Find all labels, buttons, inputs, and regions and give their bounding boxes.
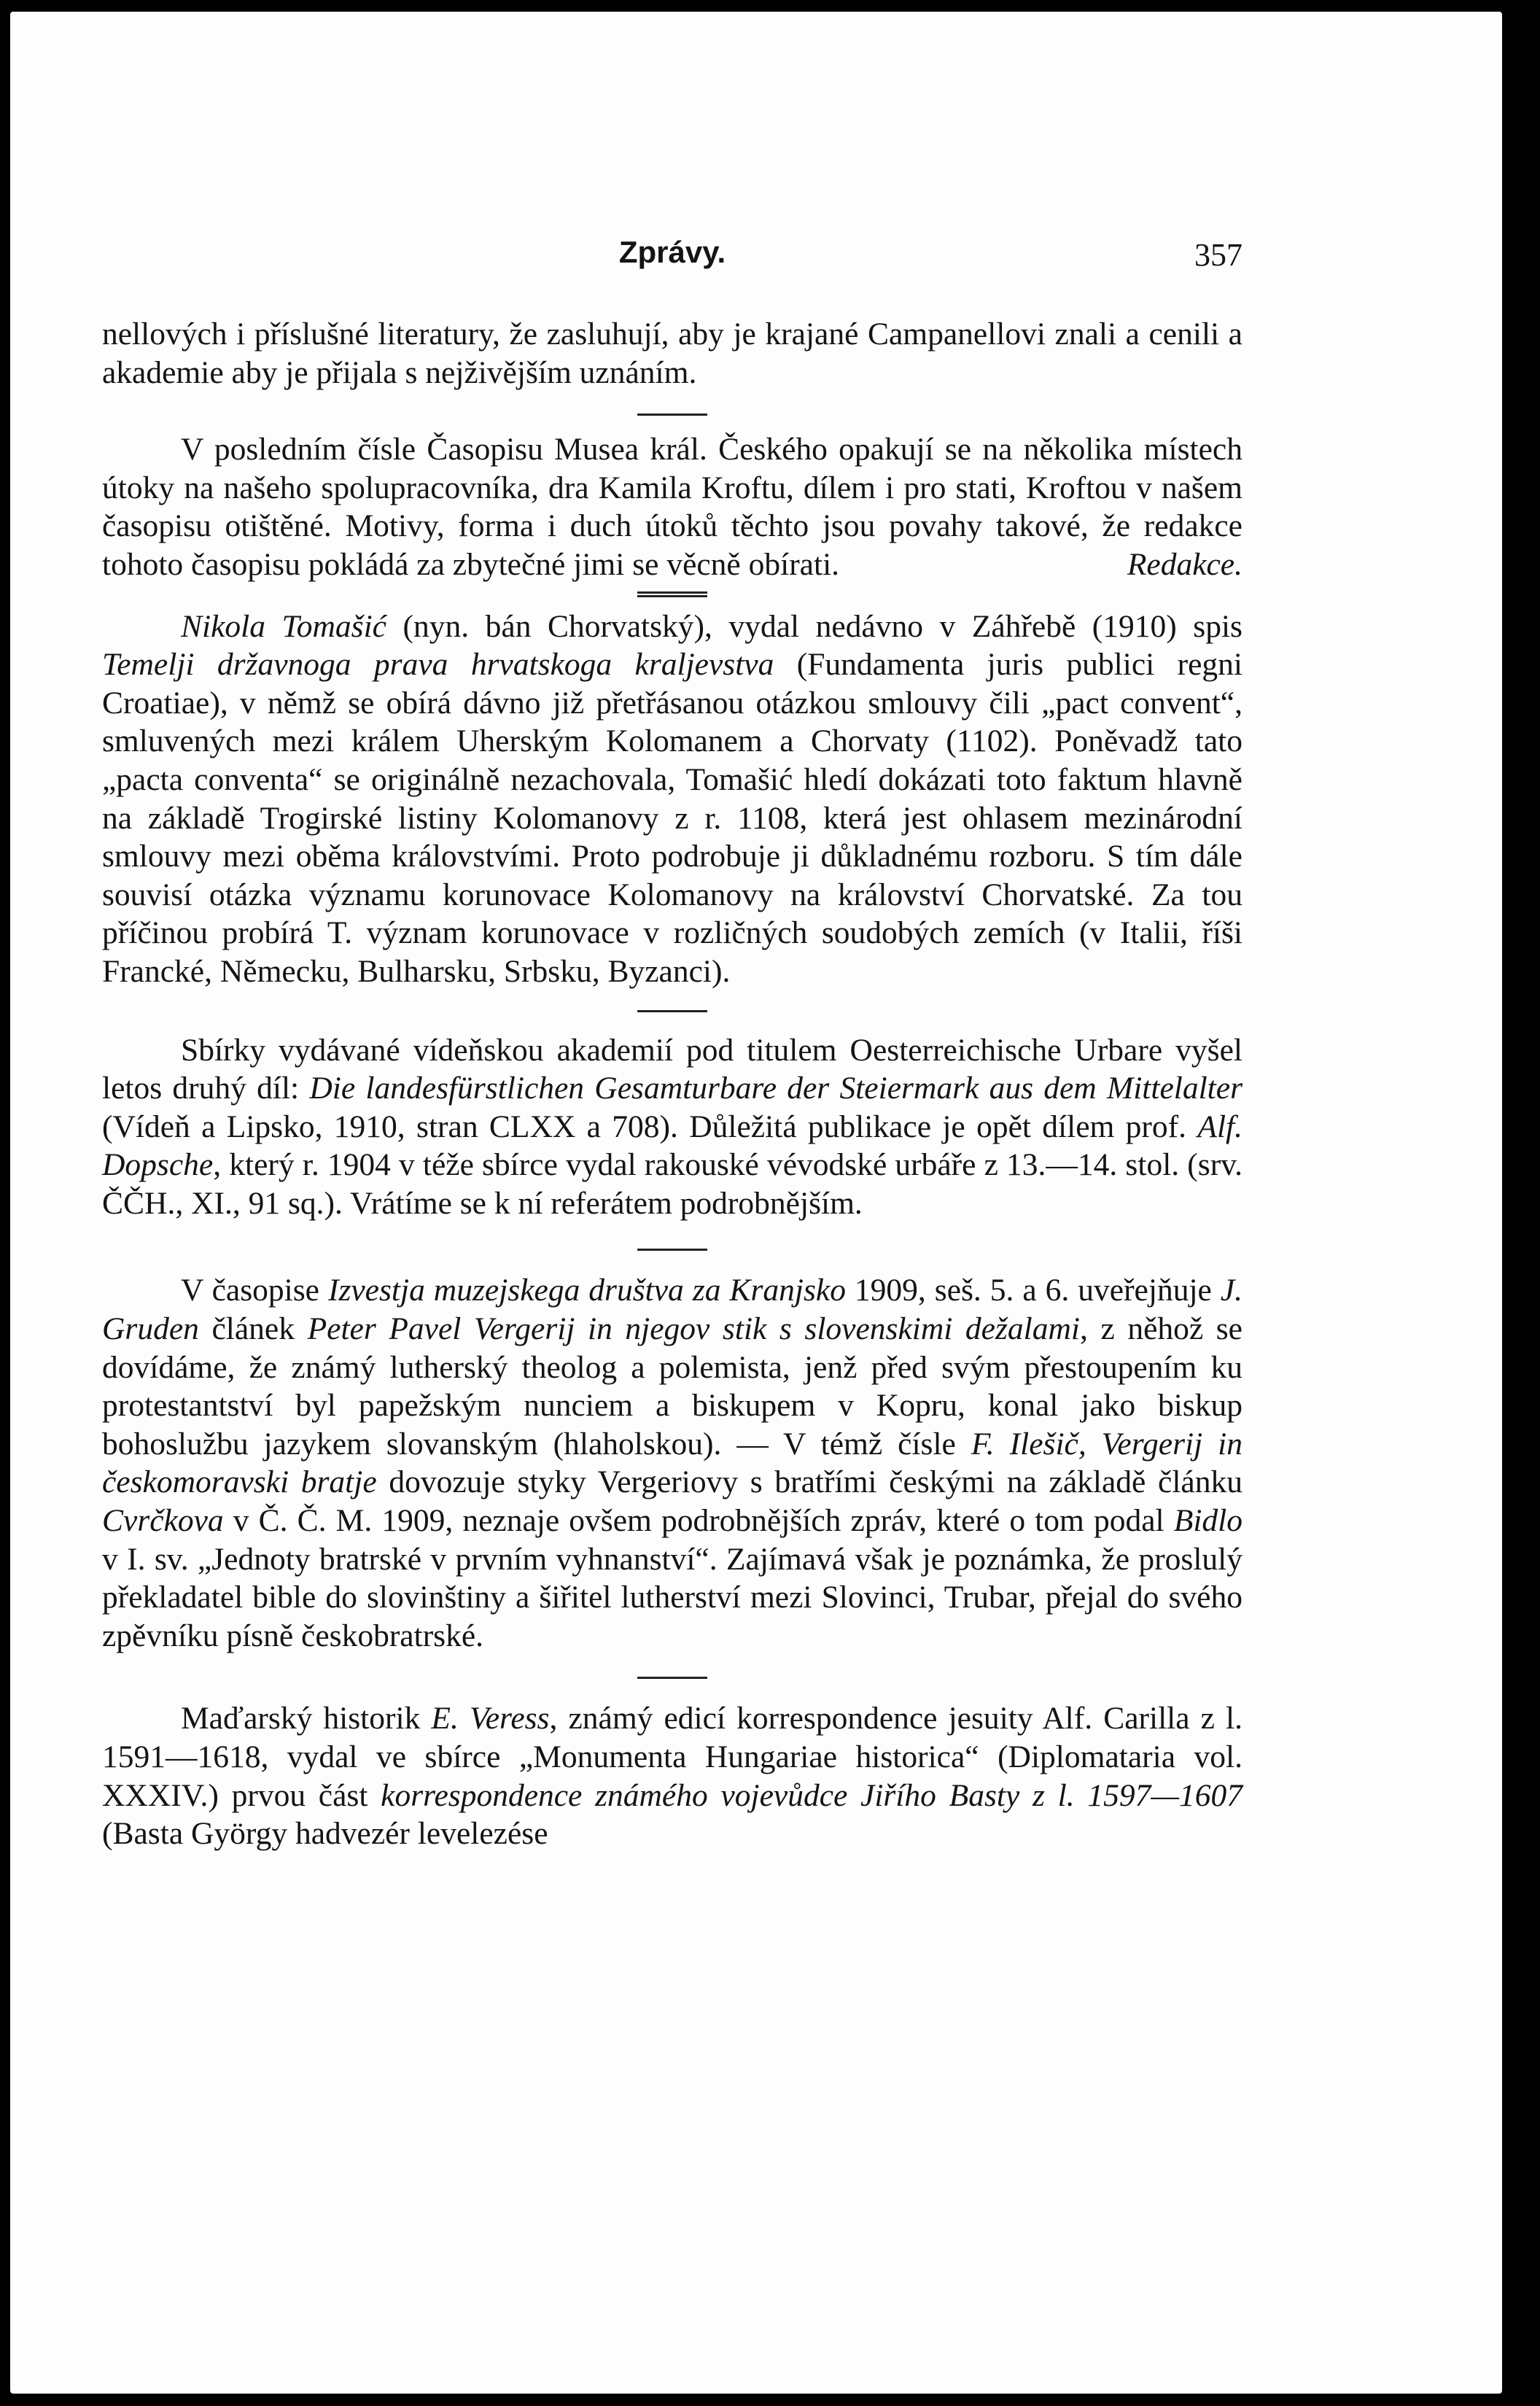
text-run: (Vídeň a Lipsko, 1910, stran CLXX a 708). Důležitá publikace je opět dílem prof. [102, 1109, 1198, 1144]
text-run: (Basta György hadvezér levelezése [102, 1816, 548, 1852]
italic-text-run: Temelji državnoga prava hrvatskoga kraljevstva [102, 647, 774, 683]
italic-text-run: Cvrčkova [102, 1503, 224, 1539]
text-run: (nyn. bán Chorvatský), vydal nedávno v Záhřebě (1910) spis [386, 608, 1242, 644]
italic-text-run: korrespondence známého vojevůdce Jiřího Basty z l. 1597—1607 [381, 1777, 1242, 1813]
italic-text-run: J. Gruden [102, 1273, 1242, 1347]
text-run: Sbírky vydávané vídeňskou akademií pod titulem Oesterreichische Urbare vyšel letos druhý díl: [102, 1032, 1242, 1106]
text-run: , známý edicí korrespondence jesuity Alf. Carilla z l. 1591—1618, vydal ve sbírce „Monumenta Hungariae historica“ (Diplomataria vol. XXXIV.) prvou část [102, 1701, 1242, 1813]
text-run: Maďarský historik [181, 1701, 432, 1736]
text-run: v I. sv. „Jednoty bratrské v prvním vyhnanství“. Zajímavá však je poznámka, že proslulý překladatel bible do slovinštiny a šiřitel lutherství mezi Slovinci, Trubar, přejal do svého zpěvníku písně českobratrské. [102, 1541, 1242, 1653]
italic-text-run: E. Veress [431, 1701, 550, 1736]
section-divider-double [637, 591, 707, 597]
text-run: (Fundamenta juris publici regni Croatiae), v němž se obírá dávno již přetřásanou otázkou smlouvy čili „pact convent“, smluvených mezi králem Uherským Kolomanem a Chorvaty (1102). Poněvadž tato „pacta conventa“ se originálně nezachovala, Tomašić hledí dokázati toto faktum hlavně na základě Trogirské listiny Kolomanovy z r. 1108, která jest ohlasem mezinárodní smlouvy mezi oběma královstvími. Proto podrobuje ji důkladnému rozboru. S tím dále souvisí otázka významu korunovace Kolomanovy na království Chorvatské. Za tou příčinou probírá T. význam korunovace v rozličných soudobých zemích (v Italii, říši Francké, Německu, Bulharsku, Srbsku, Byzanci). [102, 647, 1242, 989]
text-run: 1909, seš. 5. a 6. uveřejňuje [845, 1273, 1221, 1308]
text-run: dovozuje styky Vergeriovy s bratřími českými na základě článku [376, 1464, 1242, 1500]
editorial-signature: Redakce. [1127, 546, 1242, 582]
italic-text-run: F. Ilešič, Vergerij in českomoravski bratje [102, 1426, 1243, 1500]
italic-text-run: Bidlo [1173, 1503, 1242, 1539]
italic-text-run: Alf. Dopsche [102, 1109, 1242, 1183]
paragraph-veress [102, 1699, 1242, 1852]
paragraph-tomasic [102, 608, 1242, 991]
article-body [102, 315, 1242, 1853]
page-number: 357 [1194, 237, 1242, 273]
paragraph-editorial-note [102, 430, 1242, 583]
italic-text-run: Die landesfürstlichen Gesamturbare der Steiermark aus dem Mittelalter [309, 1071, 1242, 1106]
running-title: Zprávy. [618, 235, 726, 269]
page-header [102, 235, 1242, 279]
paragraph-campanella-continuation [102, 315, 1242, 392]
paragraph-urbare [102, 1031, 1242, 1223]
text-run: V posledním čísle Časopisu Musea král. Českého opakují se na několika místech útoky na našeho spolupracovníka, dra Kamila Kroftu, dílem i pro stati, Kroftou v našem časopisu otištěné. Motivy, forma i duch útoků těchto jsou povahy takové, že redakce tohoto časopisu pokládá za zbytečné jimi se věcně obírati. [102, 432, 1242, 582]
text-run: , z něhož se dovídáme, že známý lutherský theolog a polemista, jenž před svým přestoupením ku protestantství byl papežským nunciem a biskupem v Kopru, konal jako biskup bohoslužbu jazykem slovanským (hlaholskou). — V témž čísle [102, 1311, 1242, 1462]
italic-text-run: Izvestja muzejskega društva za Kranjsko [327, 1273, 846, 1308]
italic-text-run: Nikola Tomašić [181, 608, 386, 644]
text-run: v Č. Č. M. 1909, neznaje ovšem podrobnějších zpráv, které o tom podal [223, 1503, 1174, 1539]
text-run: nellových i příslušné literatury, že zasluhují, aby je krajané Campanellovi znali a cenili a akademie aby je přijala s nejživějším uznáním. [102, 317, 1242, 390]
text-run: článek [198, 1311, 308, 1347]
paragraph-vergerij [102, 1271, 1242, 1655]
italic-text-run: Peter Pavel Vergerij in njegov stik s slovenskimi dežalami [307, 1311, 1080, 1347]
text-run: V časopise [181, 1273, 328, 1308]
text-run: , který r. 1904 v téže sbírce vydal rakouské vévodské urbáře z 13.—14. stol. (srv. ČČH., XI., 91 sq.). Vrátíme se k ní referátem podrobnějším. [102, 1147, 1242, 1221]
